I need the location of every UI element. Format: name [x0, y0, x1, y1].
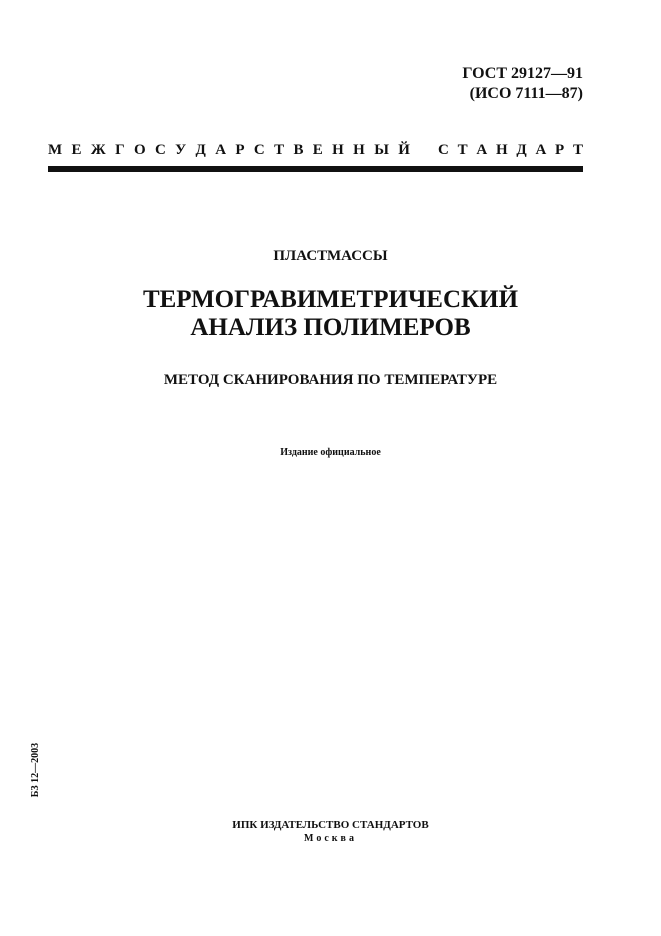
gost-number: ГОСТ 29127—91: [462, 65, 583, 82]
document-title: [0, 286, 661, 342]
banner-word-interstate: М Е Ж Г О С У Д А Р С Т В Е Н Н Ы Й: [48, 142, 410, 158]
document-subtitle: МЕТОД СКАНИРОВАНИЯ ПО ТЕМПЕРАТУРЕ: [163, 372, 498, 388]
publisher-city: Москва: [304, 833, 357, 844]
edition-label: Издание официальное: [280, 447, 381, 458]
iso-number: (ИСО 7111—87): [469, 85, 583, 102]
title-line-2: АНАЛИЗ ПОЛИМЕРОВ: [190, 314, 471, 341]
publisher-name: ИПК ИЗДАТЕЛЬСТВО СТАНДАРТОВ: [232, 819, 429, 831]
header-divider: [48, 166, 583, 172]
standard-code-block: [462, 64, 583, 104]
title-line-1: ТЕРМОГРАВИМЕТРИЧЕСКИЙ: [142, 286, 519, 313]
banner-word-standard: С Т А Н Д А Р Т: [438, 142, 583, 158]
interstate-standard-banner: [48, 140, 583, 160]
margin-code: БЗ 12—2003: [30, 742, 41, 798]
document-category: ПЛАСТМАССЫ: [273, 248, 388, 264]
